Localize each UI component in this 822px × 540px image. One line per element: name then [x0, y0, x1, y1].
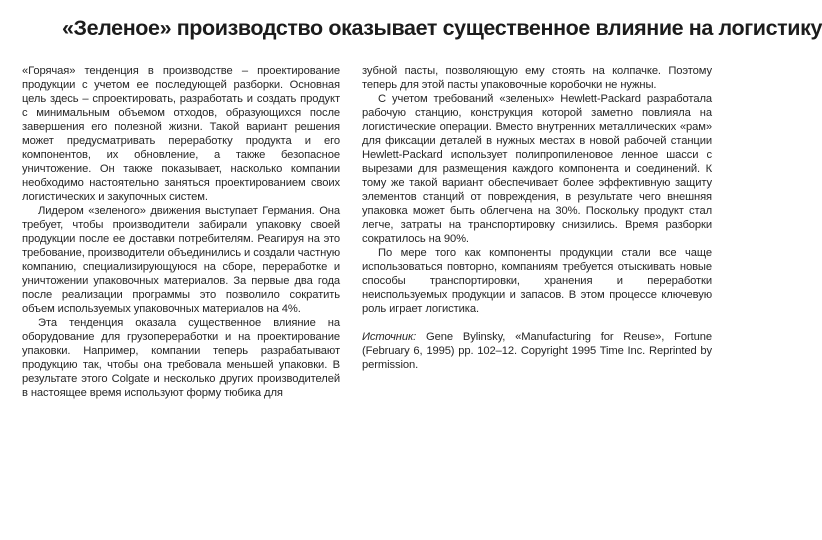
paragraph-germany: Лидером «зеленого» движения выступает Германия. Она требует, чтобы производители забирали упаковку своей продукции после ее доставки потребителям. Реагируя на это требование, производители объединились и создали частную компанию, специализирующуюся на сборе, переработке и уничтожении упаковочных материалов. За первые два года после реализации программы это позволило сократить объем используемых упаковочных материалов на 4%. [22, 205, 340, 315]
source-text: Gene Bylinsky, «Manufacturing for Reuse», Fortune (February 6, 1995) pp. 102–12. Copyright 1995 Time Inc. Reprinted by permission. [362, 331, 712, 371]
page-title: «Зеленое» производство оказывает существенное влияние на логистику [62, 16, 822, 40]
right-column [362, 64, 712, 372]
paragraph-toothpaste: зубной пасты, позволяющую ему стоять на колпачке. Поэтому теперь для этой пасты упаковочные коробочки не нужны. [362, 65, 712, 91]
source-spacer [362, 316, 712, 330]
paragraph-hewlett-packard: С учетом требований «зеленых» Hewlett-Packard разработала рабочую станцию, конструкция которой заметно повлияла на логистические операции. Вместо внутренних металлических «рам» для фиксации деталей в нужных местах в новой рабочей станции Hewlett-Packard использует полипропиленовое ленное шасси с вырезами для размещения каждого компонента и соединений. К тому же такой вариант обеспечивает более эффективную защиту элементов станций от повреждения, в результате чего внешняя упаковка может быть облегчена на 30%. Поскольку продукт стал легче, затраты на транспортировку снизились. Время разборки сократилось на 90%. [362, 93, 712, 245]
source-label: Источник: [362, 331, 417, 343]
left-column [22, 64, 340, 534]
paragraph-hot-trend: «Горячая» тенденция в производстве – проектирование продукции с учетом ее последующей разборки. Основная цель здесь – спроектировать, разработать и создать продукт с минимальным объемом отходов, образующихся после завершения его полезной жизни. Такой вариант решения может предусматривать переработку продукта и его компонентов, их обновление, а также безопасное уничтожение. Он также показывает, насколько компании необходимо настоятельно заняться проектированием своих логистических и закупочных систем. [22, 65, 340, 203]
source-note [362, 330, 712, 372]
paragraph-trend-impact: Эта тенденция оказала существенное влияние на оборудование для грузопереработки и на проектирование упаковки. Например, компании теперь разрабатывают продукцию так, чтобы она требовала меньшей упаковки. В результате этого Colgate и несколько других производителей в настоящее время используют форму тюбика для [22, 317, 340, 399]
paragraph-reuse-logistics: По мере того как компоненты продукции стали все чаще использоваться повторно, компаниям требуется отыскивать новые способы транспортировки, хранения и переработки неиспользуемых продукции и запасов. В этом процессе ключевую роль играет логистика. [362, 247, 712, 315]
